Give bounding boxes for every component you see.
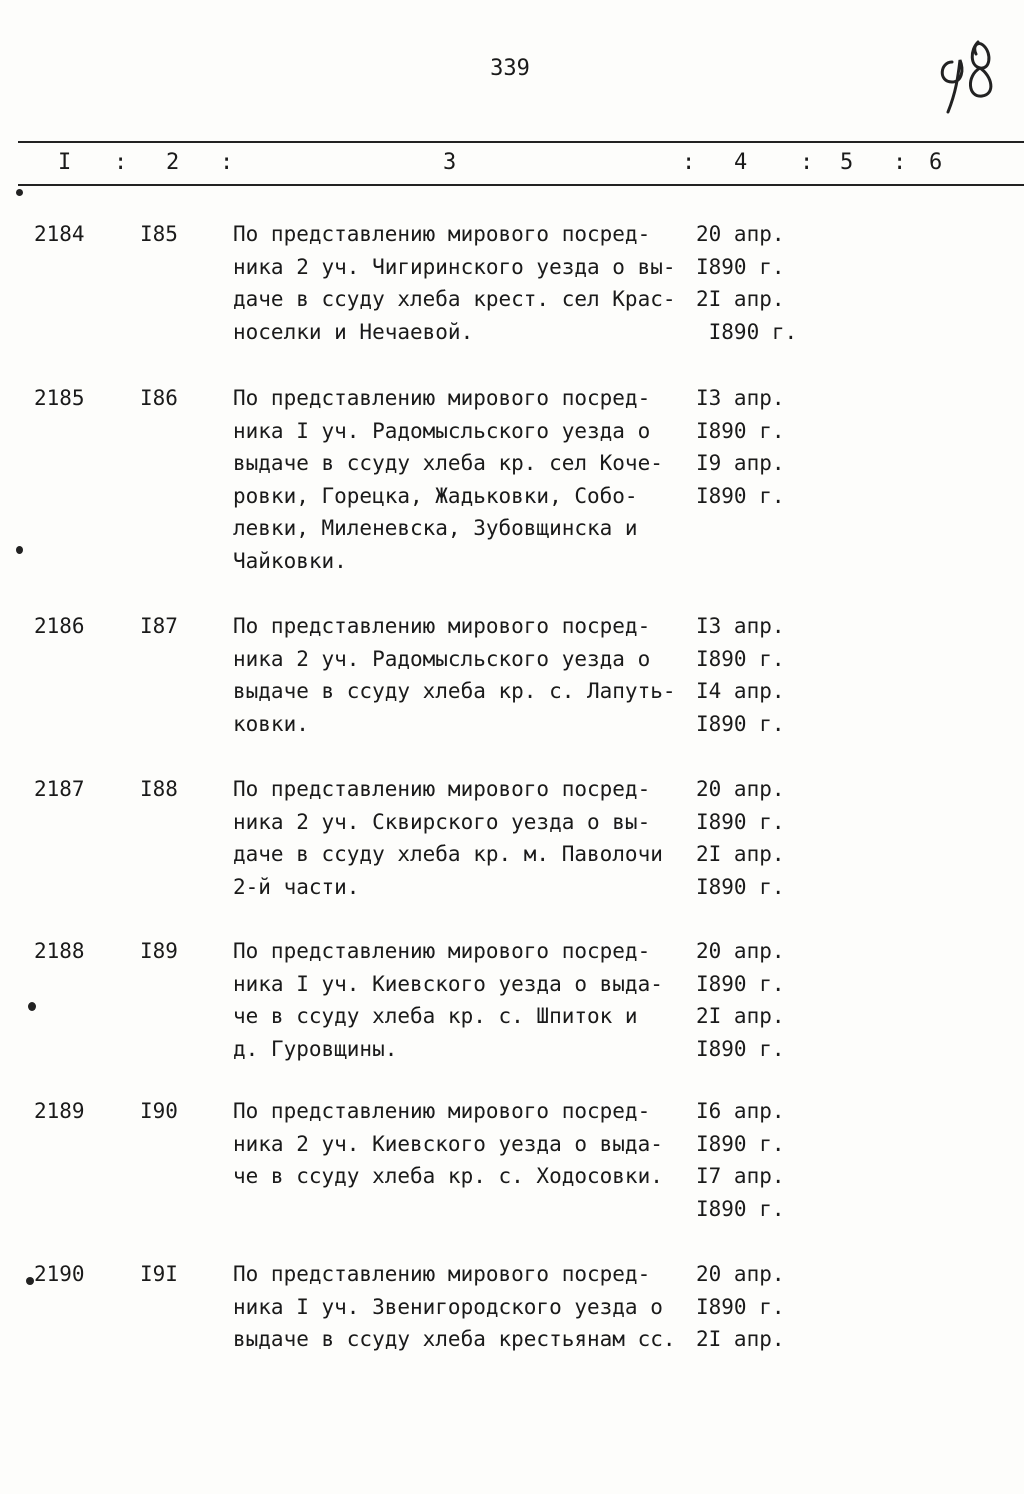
header-separator: : xyxy=(800,150,814,175)
record-number: 2186 xyxy=(34,614,85,638)
date-line: 20 апр. xyxy=(696,777,785,801)
header-col-3: 3 xyxy=(443,150,457,175)
date-line: 20 апр. xyxy=(696,1262,785,1286)
description-line: ковки. xyxy=(233,711,309,736)
record-number: 2189 xyxy=(34,1099,85,1123)
header-separator: : xyxy=(682,150,696,175)
header-col-6: 6 xyxy=(929,150,943,175)
date-line: I890 г. xyxy=(696,971,785,996)
scan-speck xyxy=(26,1277,34,1285)
header-separator: : xyxy=(893,150,907,175)
header-separator: : xyxy=(114,150,128,175)
date-line: I890 г. xyxy=(696,1036,785,1061)
description-line: По представлению мирового посред- xyxy=(233,1099,651,1123)
record-dates xyxy=(696,1258,816,1356)
scan-speck xyxy=(16,189,23,196)
record-description xyxy=(233,382,703,578)
description-line: ника 2 уч. Сквирского уезда о вы- xyxy=(233,809,651,834)
handwritten-folio-number xyxy=(930,32,1010,122)
date-line: I890 г. xyxy=(696,1131,785,1156)
date-line: I4 апр. xyxy=(696,679,785,704)
date-line: 2I апр. xyxy=(696,287,785,312)
record-dates xyxy=(696,1095,816,1225)
date-line: I7 апр. xyxy=(696,1164,785,1189)
record-number: 2185 xyxy=(34,386,85,410)
record-dates xyxy=(696,773,816,903)
description-line: выдаче в ссуду хлеба кр. с. Лапуть- xyxy=(233,679,676,704)
item-number: I90 xyxy=(140,1099,178,1123)
record-number: 2184 xyxy=(34,222,85,246)
description-line: По представлению мирового посред- xyxy=(233,1262,651,1286)
description-line: выдаче в ссуду хлеба крестьянам сс. xyxy=(233,1327,676,1352)
record-description xyxy=(233,935,703,1065)
description-line: По представлению мирового посред- xyxy=(233,777,651,801)
scan-speck xyxy=(28,1002,36,1011)
date-line: I890 г. xyxy=(696,483,785,508)
record-description xyxy=(233,610,703,740)
record-dates xyxy=(696,610,816,740)
date-line: 2I апр. xyxy=(696,1327,785,1352)
description-line: ника 2 уч. Радомысльского уезда о xyxy=(233,646,651,671)
record-dates xyxy=(696,218,816,348)
record-number: 2190 xyxy=(34,1262,85,1286)
header-col-1: I xyxy=(58,150,72,175)
column-header-row xyxy=(0,150,1024,178)
table-top-rule xyxy=(18,141,1024,143)
description-line: Чайковки. xyxy=(233,548,347,573)
description-line: че в ссуду хлеба кр. с. Ходосовки. xyxy=(233,1164,663,1189)
date-line: I3 апр. xyxy=(696,386,785,410)
record-description xyxy=(233,773,703,903)
record-number: 2188 xyxy=(34,939,85,963)
date-line: I890 г. xyxy=(696,1294,785,1319)
handwritten-folio-mark xyxy=(930,32,1010,122)
description-line: выдаче в ссуду хлеба кр. сел Коче- xyxy=(233,451,663,476)
item-number: I85 xyxy=(140,222,178,246)
date-line: I890 г. xyxy=(696,646,785,671)
item-number: I89 xyxy=(140,939,178,963)
description-line: По представлению мирового посред- xyxy=(233,386,651,410)
date-line: I890 г. xyxy=(696,874,785,899)
item-number: I88 xyxy=(140,777,178,801)
header-col-5: 5 xyxy=(840,150,854,175)
description-line: левки, Миленевска, Зубовщинска и xyxy=(233,516,638,541)
record-number: 2187 xyxy=(34,777,85,801)
table-header-bottom-rule xyxy=(18,184,1024,186)
description-line: ника I уч. Киевского уезда о выда- xyxy=(233,971,663,996)
record-dates xyxy=(696,382,816,512)
description-line: По представлению мирового посред- xyxy=(233,614,651,638)
record-description xyxy=(233,218,703,348)
description-line: ника 2 уч. Киевского уезда о выда- xyxy=(233,1131,663,1156)
item-number: I86 xyxy=(140,386,178,410)
scan-speck xyxy=(16,546,23,554)
date-line: 20 апр. xyxy=(696,222,785,246)
description-line: По представлению мирового посред- xyxy=(233,939,651,963)
date-line: I890 г. xyxy=(696,711,785,736)
date-line: 20 апр. xyxy=(696,939,785,963)
date-line: I890 г. xyxy=(696,1196,785,1221)
date-line: 2I апр. xyxy=(696,1004,785,1029)
date-line: I9 апр. xyxy=(696,451,785,476)
record-description xyxy=(233,1258,703,1356)
header-separator: : xyxy=(220,150,234,175)
date-line: I6 апр. xyxy=(696,1099,785,1123)
description-line: ника I уч. Звенигородского уезда о xyxy=(233,1294,663,1319)
header-col-2: 2 xyxy=(166,150,180,175)
date-line: I890 г. xyxy=(696,254,785,279)
description-line: носелки и Нечаевой. xyxy=(233,319,474,344)
record-description xyxy=(233,1095,703,1193)
description-line: 2-й части. xyxy=(233,874,360,899)
date-line: I3 апр. xyxy=(696,614,785,638)
description-line: По представлению мирового посред- xyxy=(233,222,651,246)
record-dates xyxy=(696,935,816,1065)
item-number: I9I xyxy=(140,1262,178,1286)
date-line: I890 г. xyxy=(696,319,798,344)
description-line: ника I уч. Радомысльского уезда о xyxy=(233,418,651,443)
description-line: даче в ссуду хлеба кр. м. Паволочи xyxy=(233,842,663,867)
item-number: I87 xyxy=(140,614,178,638)
description-line: ровки, Горецка, Жадьковки, Собо- xyxy=(233,483,638,508)
date-line: 2I апр. xyxy=(696,842,785,867)
page-number: 339 xyxy=(490,56,530,81)
description-line: ника 2 уч. Чигиринского уезда о вы- xyxy=(233,254,676,279)
description-line: д. Гуровщины. xyxy=(233,1036,398,1061)
date-line: I890 г. xyxy=(696,418,785,443)
date-line: I890 г. xyxy=(696,809,785,834)
description-line: даче в ссуду хлеба крест. сел Крас- xyxy=(233,287,676,312)
header-col-4: 4 xyxy=(734,150,748,175)
description-line: че в ссуду хлеба кр. с. Шпиток и xyxy=(233,1004,638,1029)
